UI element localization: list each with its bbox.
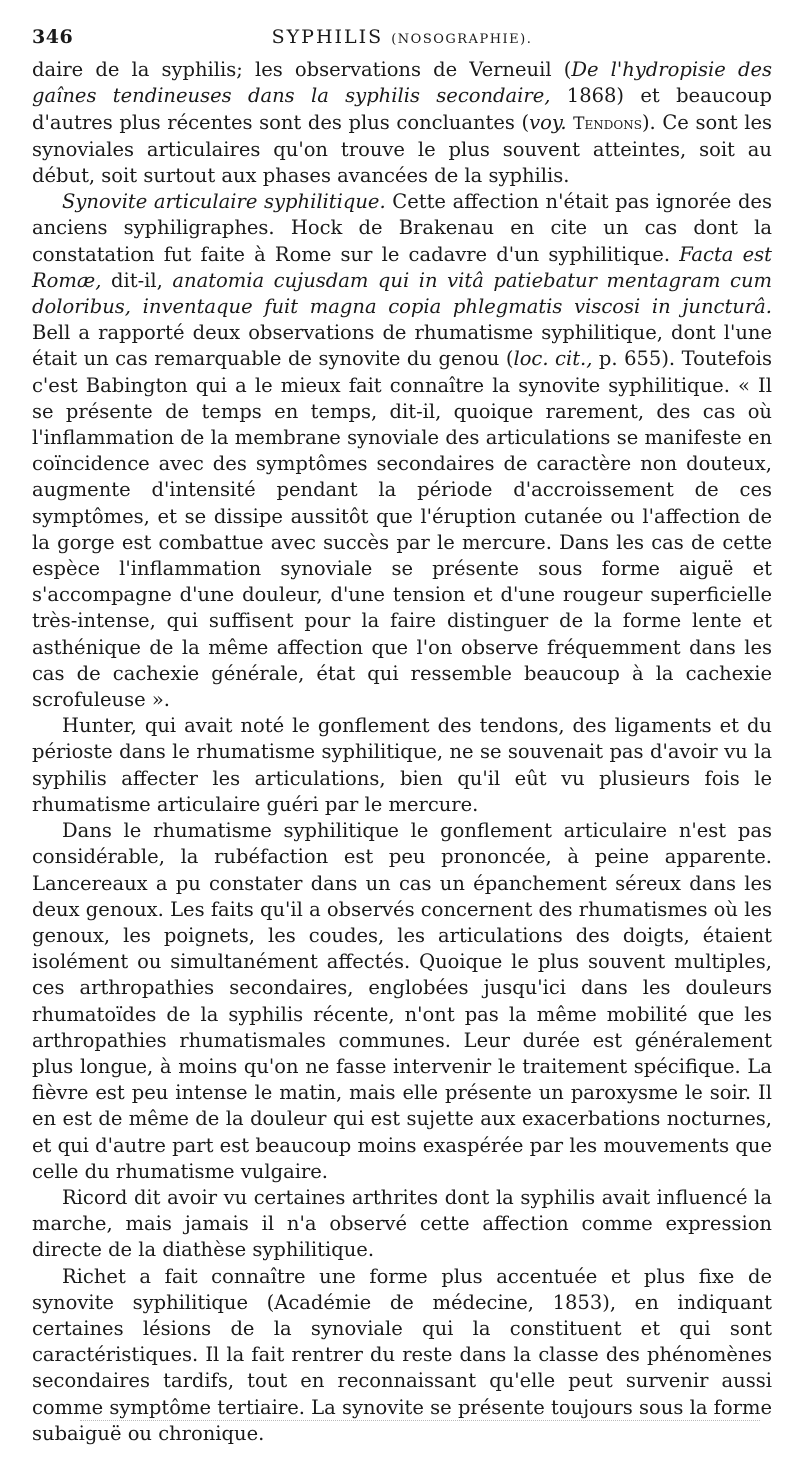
p1-italic-voy: voy. xyxy=(529,110,567,134)
p2-latin-1: Facta est Romæ, xyxy=(32,242,772,292)
paragraph-5: Ricord dit avoir vu certaines arthrites dont la syphilis avait influencé la marche, mais jamais il n'a observé cette affection comme expression directe de la diathèse syphilitique. xyxy=(32,1185,772,1262)
paragraph-3: Hunter, qui avait noté le gonflement des tendons, des ligaments et du périoste dans le rhumatisme syphilitique, ne se souvenait pas d'avoir vu la syphilis affecter les articulations, bien qu'il eût vu plusieurs fois le rhumatisme articulaire guéri par le mercure. xyxy=(32,714,772,816)
p2-latin-2: anatomia cujusdam qui in vitâ patiebatur mentagram cum doloribus, inventaque fuit magna copia phlegmatis viscosi in juncturâ. xyxy=(32,268,772,319)
running-head xyxy=(32,24,772,53)
page-number: 346 xyxy=(32,26,74,48)
paragraph-2 xyxy=(32,189,772,713)
paragraph-4: Dans le rhumatisme syphilitique le gonflement articulaire n'est pas considérable, la rubéfaction est peu prononcée, à peine apparente. Lancereaux a pu constater dans un cas un épanchement séreux dans les deux genoux. Les faits qu'il a observés concernent des rhumatismes où les genoux, les poignets, les coudes, les articulations des doigts, étaient isolément ou simultanément affectés. Quoique le plus souvent multiples, ces arthropathies secondaires, englobées jusqu'ici dans les douleurs rhumatoïdes de la syphilis récente, n'ont pas la même mobilité que les arthropathies rhumatismales communes. Leur durée est généralement plus longue, à moins qu'on ne fasse intervenir le traitement spécifique. La fièvre est peu intense le matin, mais elle présente un paroxysme le soir. Il en est de même de la douleur qui est sujette aux exacerbations nocturnes, et qui d'autre part est beaucoup moins exaspérée par les mouvements que celle du rhumatisme vulgaire. xyxy=(32,819,772,1183)
p1-italic-title: De l'hydropisie des gaînes tendineuses dans la syphilis secondaire, xyxy=(32,58,772,108)
p2-loc-cit: loc. cit., xyxy=(513,347,593,371)
running-title-sub: (NOSOGRAPHIE). xyxy=(391,32,533,47)
p1-text-c: 1868) et beaucoup d'autres plus récentes sont des plus concluantes ( xyxy=(32,84,772,134)
p2-text-h: p. 655). Toutefois c'est Babington qui a le mieux fait connaître la synovite syphilitique. « Il se présente de temps en temps, dit-il, quoique rarement, des cas où l'inflammation de la membrane synoviale des articulations se manifeste en coïncidence avec des symptômes secondaires de caractère non douteux, augmente d'intensité pendant la période d'accroissement de ces symptômes, et se dissipe aussitôt que l'éruption cutanée ou l'affection de la gorge est combattue avec succès par le mercure. Dans les cas de cette espèce l'inflammation synoviale se présente sous forme aiguë et s'accompagne d'une douleur, d'une tension et d'une rougeur superficielle très-intense, qui suffisent pour la faire distinguer de la forme lente et asthénique de la même affection que l'on observe fréquemment dans les cas de cachexie générale, état qui ressemble beaucoup à la cachexie scrofuleuse ». xyxy=(32,347,772,712)
p1-text-a: daire de la syphilis; les observations de Verneuil ( xyxy=(32,58,572,82)
p2-text-d: dit-il, xyxy=(101,268,173,292)
running-title-main: SYPHILIS xyxy=(271,26,384,48)
p2-text-f: Bell a rapporté deux observations de rhumatisme syphilitique, dont l'une était un cas remarquable de synovite du genou ( xyxy=(32,321,772,371)
p1-smallcaps-tendons: Tendons xyxy=(573,113,642,134)
p2-text-b: Cette affection n'était pas ignorée des anciens syphiligraphes. Hock de Brakenau en cite un cas dont la constatation fut faite à Rome sur le cadavre d'un syphilitique. xyxy=(32,190,772,266)
p2-section-title: Synovite articulaire syphilitique. xyxy=(62,190,386,214)
paragraph-6: Richet a fait connaître une forme plus accentuée et plus fixe de synovite syphilitique (Académie de médecine, 1853), en indiquant certaines lésions de la synoviale qui la constituent et qui sont caractéristiques. Il la fait rentrer du reste dans la classe des phénomènes secondaires tardifs, tout en reconnaissant qu'elle peut survenir aussi comme symptôme tertiaire. La synovite se présente toujours sous la forme subaiguë ou chronique. xyxy=(32,1264,772,1445)
running-title xyxy=(102,24,772,53)
book-page xyxy=(32,24,772,1447)
paragraph-1 xyxy=(32,57,772,189)
p1-text-g: ). Ce sont les synoviales articulaires qu'on trouve le plus souvent atteintes, soit au début, soit surtout aux phases avancées de la syphilis. xyxy=(32,110,772,188)
page-bottom-rule xyxy=(80,1420,760,1421)
